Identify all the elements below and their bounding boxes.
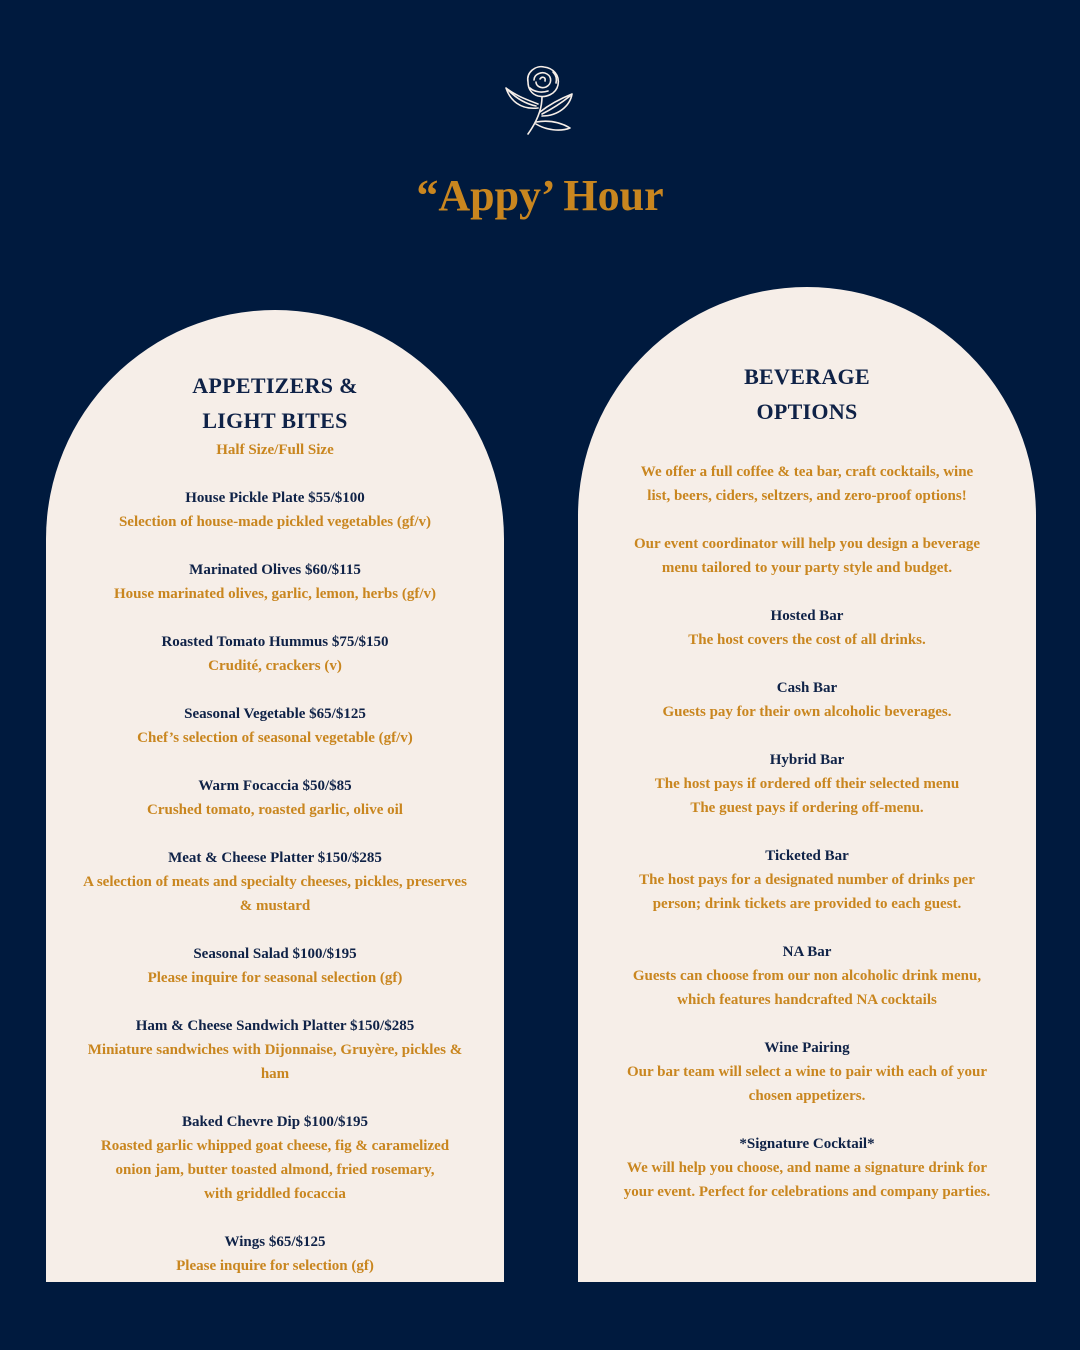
menu-item [46, 486, 504, 534]
menu-item-desc-line: with griddled focaccia [204, 1186, 346, 1202]
menu-item-desc: A selection of meats and specialty cheeses, pickles, preserves & mustard [83, 874, 467, 914]
menu-item-desc-line: Roasted garlic whipped goat cheese, fig & caramelized [100, 1138, 450, 1154]
menu-item [46, 702, 504, 750]
bar-option-desc: Guests pay for their own alcoholic beverages. [662, 704, 952, 720]
bar-option-desc [578, 772, 1036, 820]
bar-option-desc: The host pays for a designated number of drinks per person; drink tickets are provided to each guest. [639, 872, 975, 912]
menu-item-desc: Miniature sandwiches with Dijonnaise, Gruyère, pickles & ham [87, 1042, 463, 1082]
bar-option [578, 748, 1036, 820]
menu-item [46, 774, 504, 822]
beverages-card [578, 287, 1036, 1282]
menu-item-name: Wings $65/$125 [224, 1234, 326, 1250]
beverages-intro: We offer a full coffee & tea bar, craft cocktails, wine list, beers, ciders, seltzers, and zero-proof options! [640, 464, 974, 504]
bar-option-desc: Guests can choose from our non alcoholic drink menu, which features handcrafted NA cocktails [632, 968, 982, 1008]
menu-item-name: Roasted Tomato Hummus $75/$150 [161, 634, 389, 650]
menu-item-name: Seasonal Salad $100/$195 [193, 946, 357, 962]
bar-option-desc: Our bar team will select a wine to pair with each of your chosen appetizers. [627, 1064, 987, 1104]
menu-item [46, 1014, 504, 1086]
menu-item-desc: Crudité, crackers (v) [208, 658, 342, 674]
bar-option [578, 676, 1036, 724]
bar-option-desc: We will help you choose, and name a signature drink for your event. Perfect for celebrations and company parties. [623, 1160, 991, 1200]
rose-icon [498, 60, 582, 140]
menu-item-name: House Pickle Plate $55/$100 [185, 490, 365, 506]
menu-item-desc: Please inquire for selection (gf) [176, 1258, 374, 1274]
beverages-heading-line1: BEVERAGE [744, 364, 870, 389]
bar-option [578, 1132, 1036, 1204]
menu-item-name: Marinated Olives $60/$115 [189, 562, 361, 578]
bar-option-name: NA Bar [782, 944, 832, 960]
menu-item-desc: House marinated olives, garlic, lemon, herbs (gf/v) [113, 586, 437, 602]
bar-option-name: Cash Bar [776, 680, 838, 696]
menu-item-name: Seasonal Vegetable $65/$125 [184, 706, 366, 722]
menu-item [46, 558, 504, 606]
menu-item-desc: Crushed tomato, roasted garlic, olive oil [147, 802, 403, 818]
bar-option-name: *Signature Cocktail* [739, 1136, 875, 1152]
bar-option [578, 1036, 1036, 1108]
menu-item-name: Meat & Cheese Platter $150/$285 [168, 850, 382, 866]
menu-item-desc-line: onion jam, butter toasted almond, fried rosemary, [115, 1162, 435, 1178]
bar-option-name: Hosted Bar [770, 608, 844, 624]
beverages-heading [578, 359, 1036, 429]
appetizers-heading [46, 368, 504, 438]
bar-option-desc-line: The host pays if ordered off their selected menu [654, 776, 960, 792]
menu-item-name: Warm Focaccia $50/$85 [198, 778, 352, 794]
appetizers-heading-line2: LIGHT BITES [202, 408, 348, 433]
bar-option-name: Hybrid Bar [769, 752, 845, 768]
bar-option [578, 940, 1036, 1012]
bar-option-desc: The host covers the cost of all drinks. [688, 632, 926, 648]
bar-option-name: Ticketed Bar [765, 848, 849, 864]
appetizers-card [46, 310, 504, 1282]
menu-item [46, 1230, 504, 1278]
menu-item-name: Ham & Cheese Sandwich Platter $150/$285 [135, 1018, 415, 1034]
bar-option-desc-line: The guest pays if ordering off-menu. [690, 800, 924, 816]
menu-item [46, 942, 504, 990]
menu-item-desc: Selection of house-made pickled vegetables (gf/v) [118, 514, 432, 530]
bar-option [578, 604, 1036, 652]
bar-option-name: Wine Pairing [764, 1040, 850, 1056]
menu-item [46, 1110, 504, 1206]
page-title: “Appy’ Hour [416, 171, 664, 220]
appetizers-subtitle: Half Size/Full Size [216, 442, 334, 458]
appetizers-heading-line1: APPETIZERS & [192, 373, 358, 398]
menu-item-desc [46, 1134, 504, 1206]
beverages-heading-line2: OPTIONS [756, 399, 858, 424]
menu-item-desc: Chef’s selection of seasonal vegetable (gf/v) [137, 730, 413, 746]
menu-item-desc: Please inquire for seasonal selection (gf) [147, 970, 403, 986]
beverages-coordinator-note: Our event coordinator will help you design a beverage menu tailored to your party style and budget. [633, 536, 981, 576]
menu-item [46, 846, 504, 918]
bar-option [578, 844, 1036, 916]
menu-item [46, 630, 504, 678]
menu-item-name: Baked Chevre Dip $100/$195 [182, 1114, 368, 1130]
